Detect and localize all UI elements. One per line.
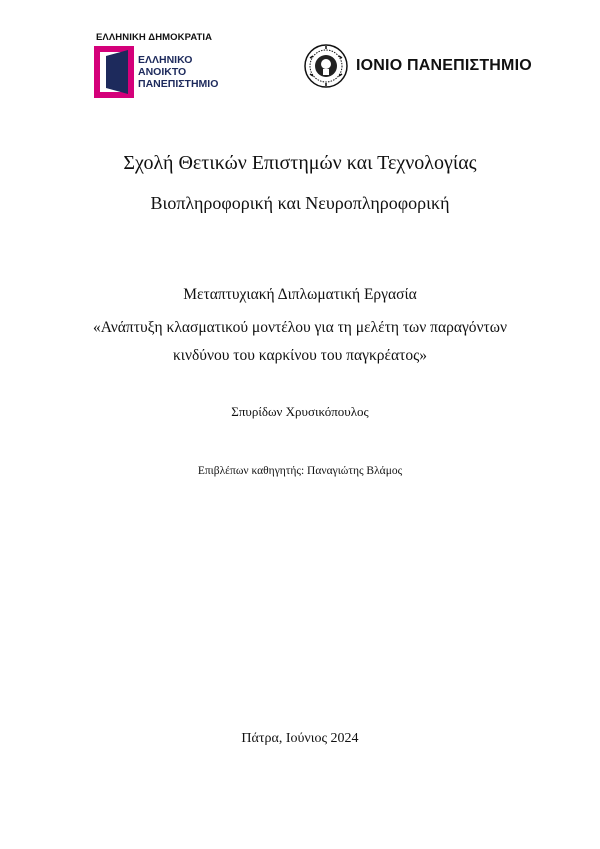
ionio-logo-name: ΙΟΝΙΟ ΠΑΝΕΠΙΣΤΗΜΙΟ — [356, 57, 532, 74]
thesis-type: Μεταπτυχιακή Διπλωματική Εργασία — [183, 286, 417, 303]
eap-logo-mark — [94, 46, 134, 98]
eap-logo-name — [138, 54, 218, 90]
ionian-university-logo — [304, 44, 532, 88]
supervisor-line: Επιβλέπων καθηγητής: Παναγιώτης Βλάμος — [197, 465, 403, 477]
eap-logo-top-text: ΕΛΛΗΝΙΚΗ ΔΗΜΟΚΡΑΤΙΑ — [96, 32, 213, 43]
school-name: Σχολή Θετικών Επιστημών και Τεχνολογίας — [123, 152, 477, 174]
author-name: Σπυρίδων Χρυσικόπουλος — [231, 404, 369, 419]
hellenic-open-university-logo — [94, 32, 234, 102]
department-name: Βιοπληροφορική και Νευροπληροφορική — [150, 193, 450, 213]
place-date: Πάτρα, Ιούνιος 2024 — [241, 731, 359, 746]
thesis-title-line: «Ανάπτυξη κλασματικού μοντέλου για τη μελέτη των παραγόντων — [92, 319, 507, 336]
ionio-seal-icon — [304, 44, 348, 88]
eap-logo-name-line: ΕΛΛΗΝΙΚΟ — [138, 54, 193, 66]
eap-logo-name-line: ΠΑΝΕΠΙΣΤΗΜΙΟ — [138, 78, 219, 90]
eap-logo-name-line: ΑΝΟΙΚΤΟ — [138, 66, 187, 78]
thesis-title-line: κινδύνου του καρκίνου του παγκρέατος» — [173, 347, 427, 364]
